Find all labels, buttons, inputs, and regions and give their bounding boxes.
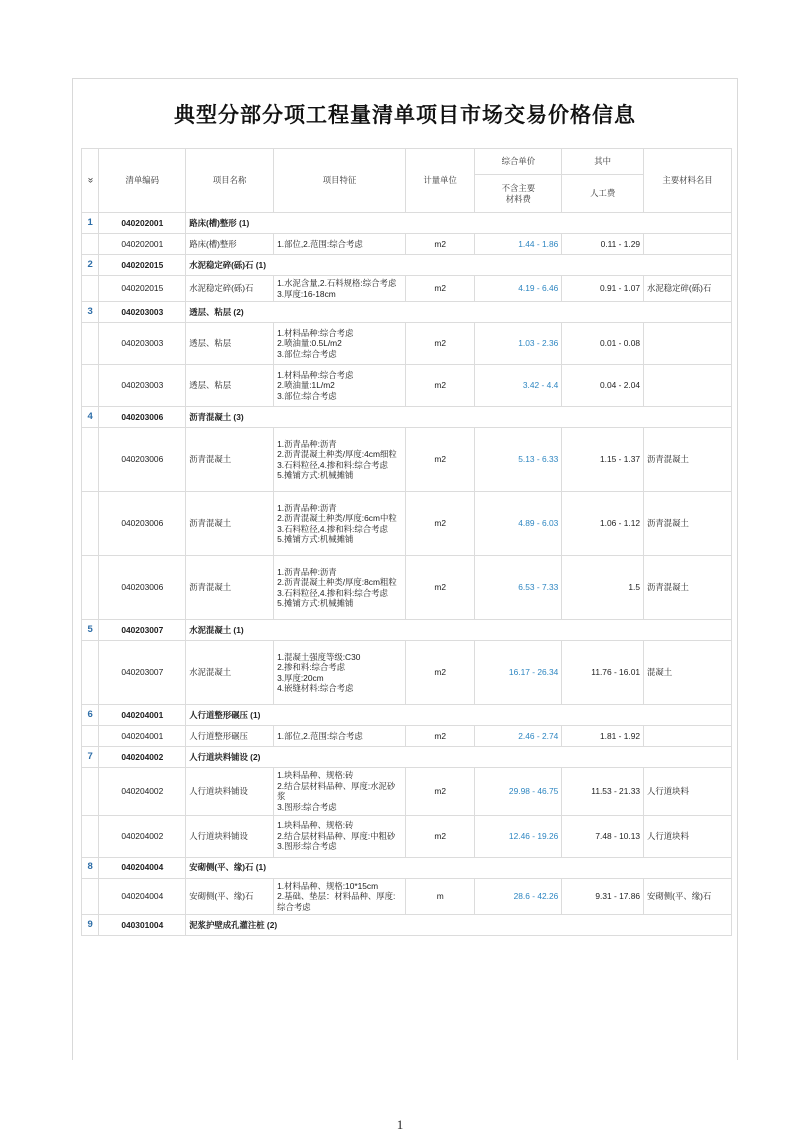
row-feature: 1.块料品种、规格:砖 2.结合层材料品种、厚度:中粗砂 3.图形:综合考虑 [274,815,406,857]
row-spacer [82,556,99,620]
row-price: 4.19 - 6.46 [475,276,562,302]
row-unit: m2 [405,276,474,302]
group-code: 040301004 [99,915,186,936]
row-feature: 1.材料品种:综合考虑 2.喷油量:0.5L/m2 3.部位:综合考虑 [274,323,406,365]
row-material: 沥青混凝土 [644,492,732,556]
row-name: 安砌侧(平、缘)石 [186,878,274,915]
row-code: 040203003 [99,323,186,365]
group-row[interactable] [82,747,732,768]
header-feature: 项目特征 [274,149,406,213]
group-name: 水泥混凝土 (1) [186,620,732,641]
row-price: 6.53 - 7.33 [475,556,562,620]
row-feature: 1.混凝土强度等级:C30 2.掺和料:综合考虑 3.厚度:20cm 4.嵌缝材料:综合考虑 [274,641,406,705]
row-code: 040204004 [99,878,186,915]
group-row[interactable] [82,255,732,276]
row-unit: m2 [405,428,474,492]
row-spacer [82,492,99,556]
group-row[interactable] [82,915,732,936]
row-price: 5.13 - 6.33 [475,428,562,492]
row-unit: m2 [405,556,474,620]
row-code: 040203003 [99,365,186,407]
row-feature: 1.水泥含量,2.石料规格:综合考虑 3.厚度:16-18cm [274,276,406,302]
row-spacer [82,234,99,255]
row-material: 混凝土 [644,641,732,705]
group-code: 040204004 [99,857,186,878]
table-row [82,768,732,815]
table-row [82,878,732,915]
row-price: 28.6 - 42.26 [475,878,562,915]
header-composite-price: 综合单价 [475,149,562,175]
row-feature: 1.沥青品种:沥青 2.沥青混凝土种类/厚度:8cm粗粒 3.石料粒径,4.掺和料:综合考虑 5.摊铺方式:机械摊铺 [274,556,406,620]
row-unit: m2 [405,726,474,747]
row-feature: 1.材料品种、规格:10*15cm 2.基础、垫层：材料品种、厚度:综合考虑 [274,878,406,915]
group-index: 4 [82,407,99,428]
group-index: 2 [82,255,99,276]
row-code: 040202015 [99,276,186,302]
table-row [82,428,732,492]
row-code: 040203006 [99,556,186,620]
row-unit: m2 [405,365,474,407]
row-labor: 0.04 - 2.04 [562,365,644,407]
table-row [82,492,732,556]
row-name: 人行道块料铺设 [186,768,274,815]
row-code: 040204002 [99,815,186,857]
group-code: 040204001 [99,705,186,726]
row-material: 沥青混凝土 [644,556,732,620]
row-material [644,365,732,407]
row-name: 沥青混凝土 [186,428,274,492]
group-code: 040203006 [99,407,186,428]
row-price: 16.17 - 26.34 [475,641,562,705]
row-labor: 1.15 - 1.37 [562,428,644,492]
header-unit: 计量单位 [405,149,474,213]
group-index: 7 [82,747,99,768]
header-of-which: 其中 [562,149,644,175]
row-material: 安砌侧(平、缘)石 [644,878,732,915]
group-code: 040202015 [99,255,186,276]
row-unit: m2 [405,234,474,255]
group-index: 1 [82,213,99,234]
row-price: 2.46 - 2.74 [475,726,562,747]
collapse-toggle-icon[interactable]: » [82,149,99,213]
group-code: 040204002 [99,747,186,768]
row-spacer [82,768,99,815]
row-price: 1.44 - 1.86 [475,234,562,255]
header-code: 清单编码 [99,149,186,213]
table-row [82,641,732,705]
group-name: 路床(槽)整形 (1) [186,213,732,234]
table-row [82,726,732,747]
table-row [82,556,732,620]
row-feature: 1.部位,2.范围:综合考虑 [274,234,406,255]
row-labor: 9.31 - 17.86 [562,878,644,915]
group-row[interactable] [82,302,732,323]
row-labor: 11.76 - 16.01 [562,641,644,705]
group-code: 040202001 [99,213,186,234]
group-name: 水泥稳定碎(砾)石 (1) [186,255,732,276]
row-spacer [82,428,99,492]
row-price: 29.98 - 46.75 [475,768,562,815]
row-name: 水泥混凝土 [186,641,274,705]
row-unit: m2 [405,492,474,556]
row-material: 沥青混凝土 [644,428,732,492]
row-spacer [82,815,99,857]
group-row[interactable] [82,705,732,726]
row-code: 040202001 [99,234,186,255]
row-material [644,323,732,365]
row-spacer [82,276,99,302]
row-price: 4.89 - 6.03 [475,492,562,556]
row-name: 透层、粘层 [186,365,274,407]
table-row [82,276,732,302]
row-name: 透层、粘层 [186,323,274,365]
row-labor: 1.06 - 1.12 [562,492,644,556]
row-spacer [82,878,99,915]
row-name: 人行道整形碾压 [186,726,274,747]
group-code: 040203007 [99,620,186,641]
header-excl-materials: 不含主要 材料费 [475,175,562,213]
group-code: 040203003 [99,302,186,323]
table-row [82,365,732,407]
group-name: 沥青混凝土 (3) [186,407,732,428]
row-feature: 1.块料品种、规格:砖 2.结合层材料品种、厚度:水泥砂浆 3.图形:综合考虑 [274,768,406,815]
row-material [644,726,732,747]
table-row [82,323,732,365]
row-material: 人行道块料 [644,815,732,857]
row-unit: m2 [405,323,474,365]
row-name: 沥青混凝土 [186,556,274,620]
row-labor: 0.11 - 1.29 [562,234,644,255]
row-labor: 1.81 - 1.92 [562,726,644,747]
row-unit: m2 [405,641,474,705]
group-name: 透层、粘层 (2) [186,302,732,323]
price-table [81,148,732,936]
row-spacer [82,726,99,747]
row-name: 路床(槽)整形 [186,234,274,255]
row-material [644,234,732,255]
row-code: 040204001 [99,726,186,747]
page-title: 典型分部分项工程量清单项目市场交易价格信息 [174,104,636,127]
row-material: 水泥稳定碎(砾)石 [644,276,732,302]
row-spacer [82,365,99,407]
row-name: 人行道块料铺设 [186,815,274,857]
document-page [72,78,738,1060]
group-index: 8 [82,857,99,878]
group-index: 3 [82,302,99,323]
row-name: 水泥稳定碎(砾)石 [186,276,274,302]
row-price: 12.46 - 19.26 [475,815,562,857]
table-row [82,815,732,857]
row-labor: 1.5 [562,556,644,620]
row-labor: 11.53 - 21.33 [562,768,644,815]
row-unit: m2 [405,815,474,857]
row-price: 1.03 - 2.36 [475,323,562,365]
row-feature: 1.部位,2.范围:综合考虑 [274,726,406,747]
table-row [82,234,732,255]
row-price: 3.42 - 4.4 [475,365,562,407]
group-index: 9 [82,915,99,936]
row-labor: 0.01 - 0.08 [562,323,644,365]
group-row[interactable] [82,620,732,641]
header-labor: 人工费 [562,175,644,213]
row-material: 人行道块料 [644,768,732,815]
row-feature: 1.沥青品种:沥青 2.沥青混凝土种类/厚度:6cm中粒 3.石料粒径,4.掺和料:综合考虑 5.摊铺方式:机械摊铺 [274,492,406,556]
group-name: 安砌侧(平、缘)石 (1) [186,857,732,878]
header-name: 项目名称 [186,149,274,213]
row-feature: 1.沥青品种:沥青 2.沥青混凝土种类/厚度:4cm细粒 3.石料粒径,4.掺和料:综合考虑 5.摊铺方式:机械摊铺 [274,428,406,492]
row-labor: 7.48 - 10.13 [562,815,644,857]
group-row[interactable] [82,407,732,428]
row-unit: m2 [405,768,474,815]
group-index: 5 [82,620,99,641]
group-name: 泥浆护壁成孔灌注桩 (2) [186,915,732,936]
header-main-materials: 主要材料名目 [644,149,732,213]
group-index: 6 [82,705,99,726]
row-code: 040204002 [99,768,186,815]
row-spacer [82,323,99,365]
row-labor: 0.91 - 1.07 [562,276,644,302]
row-code: 040203006 [99,492,186,556]
group-row[interactable] [82,857,732,878]
row-code: 040203006 [99,428,186,492]
row-feature: 1.材料品种:综合考虑 2.喷油量:1L/m2 3.部位:综合考虑 [274,365,406,407]
row-unit: m [405,878,474,915]
page-number: 1 [396,1117,404,1132]
row-spacer [82,641,99,705]
group-name: 人行道块料铺设 (2) [186,747,732,768]
group-row[interactable] [82,213,732,234]
row-name: 沥青混凝土 [186,492,274,556]
group-name: 人行道整形碾压 (1) [186,705,732,726]
row-code: 040203007 [99,641,186,705]
